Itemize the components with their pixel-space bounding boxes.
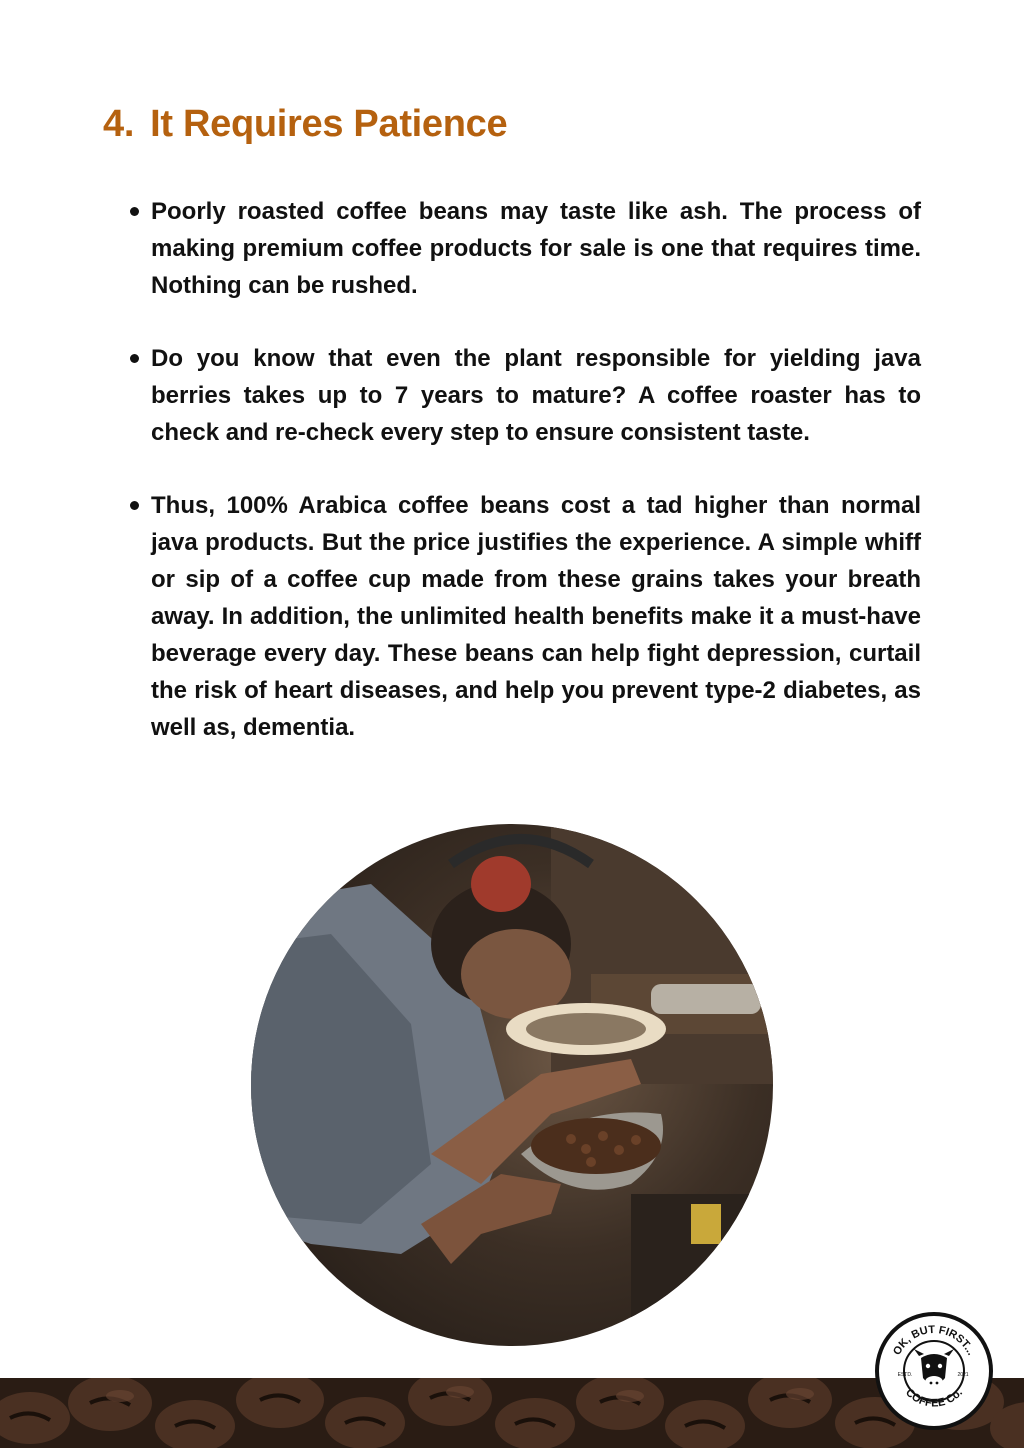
section-heading <box>103 103 507 146</box>
logo-bottom-text: COFFEE Co. <box>903 1386 965 1410</box>
bullet-item <box>128 487 921 746</box>
bullet-list <box>128 193 921 782</box>
bullet-dot-icon <box>130 501 139 510</box>
bullet-item <box>128 193 921 304</box>
bullet-item <box>128 340 921 451</box>
bullet-dot-icon <box>130 207 139 216</box>
logo-year-badge: 2021 <box>957 1372 969 1378</box>
section-number: 4. <box>103 103 135 145</box>
bullet-text: Poorly roasted coffee beans may taste like ash. The process of making premium coffee products for sale is one that requires time. Nothing can be rushed. <box>151 198 921 299</box>
bullet-text: Do you know that even the plant responsible for yielding java berries takes up to 7 years to mature? A coffee roaster has to check and re-check every step to ensure consistent taste. <box>151 345 921 446</box>
cow-head-icon <box>914 1349 954 1388</box>
coffee-beans-footer-strip <box>0 1378 1024 1448</box>
section-title: It Requires Patience <box>150 103 508 145</box>
logo-estd-badge: ESTD. <box>897 1372 913 1378</box>
roaster-inspecting-beans-photo <box>251 824 773 1346</box>
logo-top-text: OK, BUT FIRST... <box>891 1323 978 1358</box>
ok-but-first-coffee-logo <box>875 1312 993 1430</box>
bullet-text: Thus, 100% Arabica coffee beans cost a tad higher than normal java products. But the price justifies the experience. A simple whiff or sip of a coffee cup made from these grains takes your breath away. In addition, the unlimited health benefits make it a must-have beverage every day. These beans can help fight depression, curtail the risk of heart diseases, and help you prevent type-2 diabetes, as well as, dementia. <box>151 492 921 741</box>
bullet-dot-icon <box>130 354 139 363</box>
